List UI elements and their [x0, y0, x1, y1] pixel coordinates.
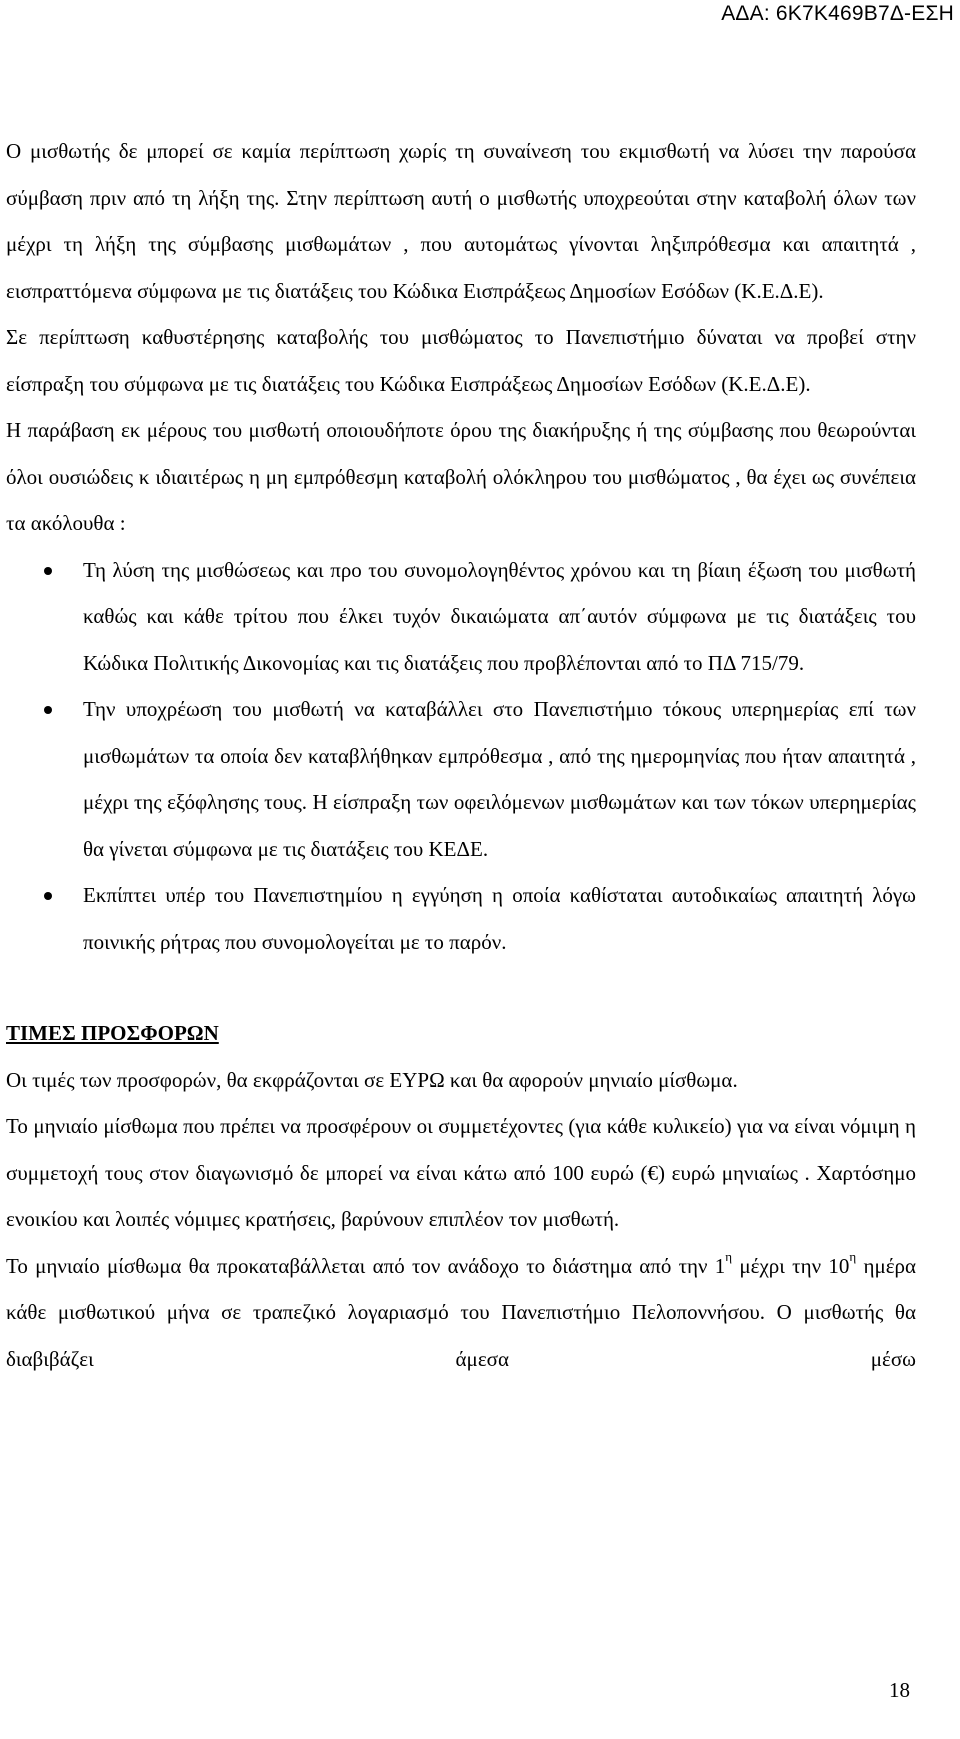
- list-item: [6, 547, 916, 687]
- list-item: [6, 686, 916, 872]
- prepayment-text-3: ημέρα κάθε μισθωτικού μήνα σε τραπεζικό λογαριασμό του Πανεπιστήμιο Πελοποννήσου. Ο μισθωτής θα διαβιβάζει άμεσα μέσω: [6, 1253, 916, 1371]
- consequences-list: [6, 547, 916, 966]
- superscript-2: η: [849, 1248, 857, 1264]
- list-item-text: Εκπίπτει υπέρ του Πανεπιστημίου η εγγύηση η οποία καθίσταται αυτοδικαίως απαιτητή λόγω ποινικής ρήτρας που συνομολογείται με το παρόν.: [83, 883, 916, 954]
- paragraph-late-payment: Σε περίπτωση καθυστέρησης καταβολής του μισθώματος το Πανεπιστήμιο δύναται να προβεί στην είσπραξη του σύμφωνα με τις διατάξεις του Κώδικα Εισπράξεως Δημοσίων Εσόδων (Κ.Ε.Δ.Ε).: [6, 325, 916, 396]
- list-item-text: Τη λύση της μισθώσεως και προ του συνομολογηθέντος χρόνου και τη βίαιη έξωση του μισθωτή καθώς και κάθε τρίτου που έλκει τυχόν δικαιώματα απ΄αυτόν σύμφωνα με τις διατάξεις του Κώδικα Πολιτικής Δικονομίας και τις διατάξεις που προβλέπονται από το ΠΔ 715/79.: [83, 557, 916, 675]
- paragraph-prepayment: [6, 1243, 916, 1383]
- paragraph-currency: Οι τιμές των προσφορών, θα εκφράζονται σε ΕΥΡΩ και θα αφορούν μηνιαίο μίσθωμα.: [6, 1067, 738, 1092]
- prepayment-text-2: μέχρι την 10: [732, 1253, 850, 1278]
- superscript-1: η: [725, 1248, 733, 1264]
- section-heading: ΤΙΜΕΣ ΠΡΟΣΦΟΡΩΝ: [6, 1021, 219, 1045]
- bullet-icon: [44, 892, 52, 900]
- paragraph-termination: Ο μισθωτής δε μπορεί σε καμία περίπτωση χωρίς τη συναίνεση του εκμισθωτή να λύσει την παρούσα σύμβαση πριν από τη λήξη της. Στην περίπτωση αυτή ο μισθωτής υποχρεούται στην καταβολή όλων των μέχρι τη λήξη της σύμβασης μισθωμάτων , που αυτομάτως γίνονται ληξιπρόθεσμα και απαιτητά , εισπραττόμενα σύμφωνα με τις διατάξεις του Κώδικα Εισπράξεως Δημοσίων Εσόδων (Κ.Ε.Δ.Ε).: [6, 139, 916, 303]
- prepayment-text-1: Το μηνιαίο μίσθωμα θα προκαταβάλλεται από τον ανάδοχο το διάστημα από την 1: [6, 1253, 726, 1278]
- list-item: [6, 872, 916, 965]
- page-number: 18: [889, 1678, 910, 1702]
- paragraph-breach: Η παράβαση εκ μέρους του μισθωτή οποιουδήποτε όρου της διακήρυξης ή της σύμβασης που θεωρούνται όλοι ουσιώδεις κ ιδιαιτέρως η μη εμπρόθεσμη καταβολή ολόκληρου του μισθώματος , θα έχει ως συνέπεια τα ακόλουθα :: [6, 418, 916, 535]
- document-body: [6, 128, 916, 1382]
- bullet-icon: [44, 706, 52, 714]
- paragraph-minimum-rent: Το μηνιαίο μίσθωμα που πρέπει να προσφέρουν οι συμμετέχοντες (για κάθε κυλικείο) για να είναι νόμιμη η συμμετοχή τους στον διαγωνισμό δε μπορεί να είναι κάτω από 100 ευρώ (€) ευρώ μηνιαίως . Χαρτόσημο ενοικίου και λοιπές νόμιμες κρατήσεις, βαρύνουν επιπλέον τον μισθωτή.: [6, 1114, 916, 1231]
- bullet-icon: [44, 567, 52, 575]
- ada-code: ΑΔΑ: 6Κ7Κ469Β7Δ-ΕΣΗ: [721, 2, 954, 25]
- list-item-text: Την υποχρέωση του μισθωτή να καταβάλλει στο Πανεπιστήμιο τόκους υπερημερίας επί των μισθωμάτων τα οποία δεν καταβλήθηκαν εμπρόθεσμα , από της ημερομηνίας που ήταν απαιτητά , μέχρι της εξόφλησης τους. Η είσπραξη των οφειλόμενων μισθωμάτων και των τόκων υπερημερίας θα γίνεται σύμφωνα με τις διατάξεις του ΚΕΔΕ.: [83, 697, 916, 861]
